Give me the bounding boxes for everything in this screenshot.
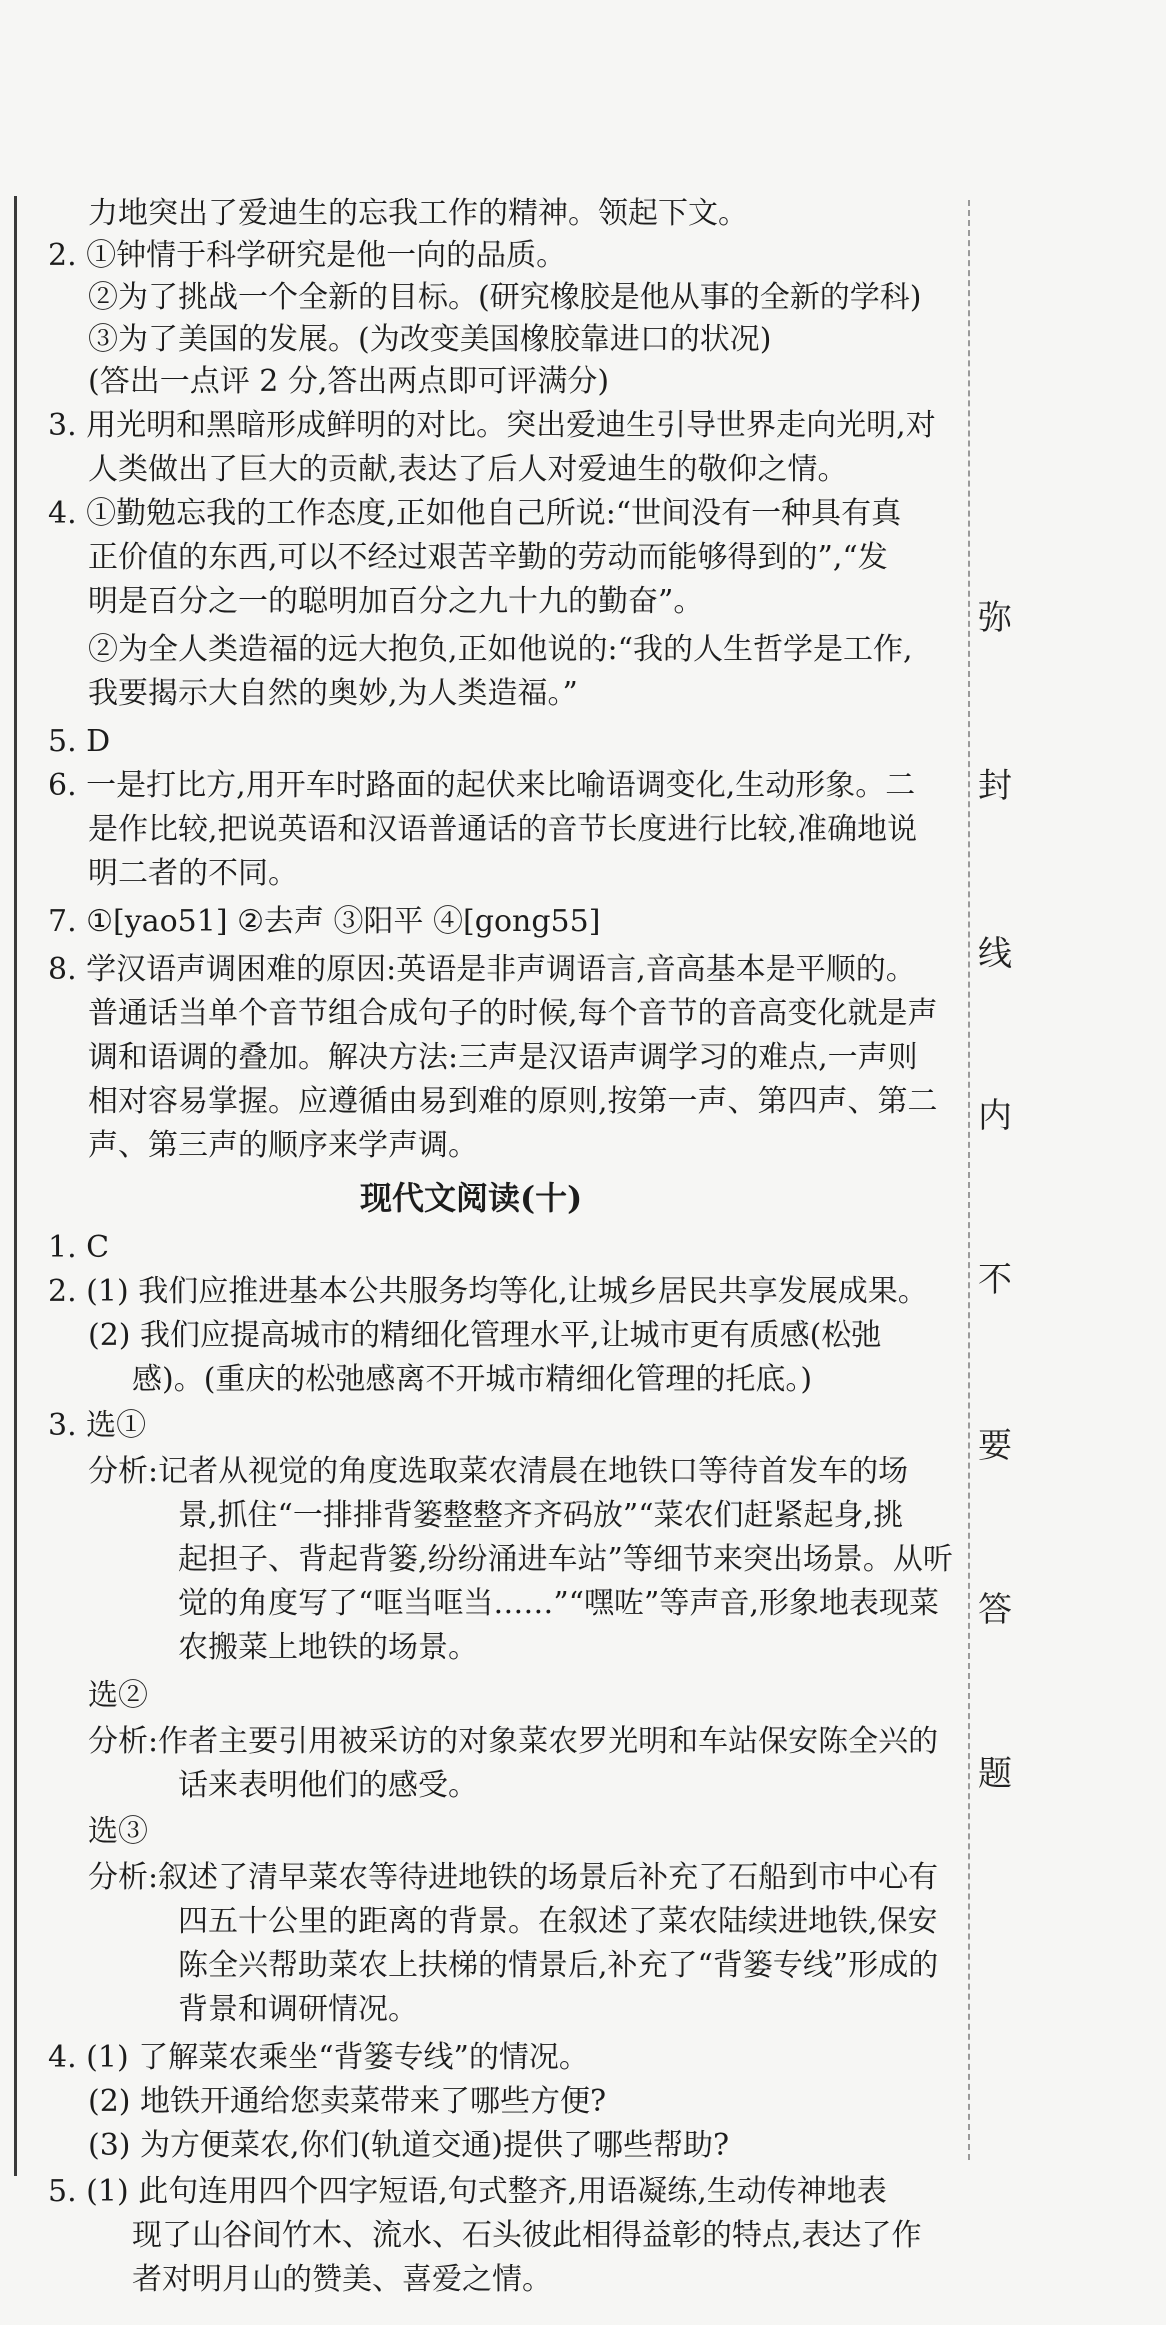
text-line: 觉的角度写了“哐当哐当……”“嘿咗”等声音,形象地表现菜 xyxy=(178,1586,939,1621)
text-line: 力地突出了爱迪生的忘我工作的精神。领起下文。 xyxy=(88,196,748,231)
text-line: 普通话当单个音节组合成句子的时候,每个音节的音高变化就是声 xyxy=(88,996,938,1031)
text-line: 7. ①[yao51] ②去声 ③阳平 ④[gong55] xyxy=(48,904,601,939)
text-line: 1. C xyxy=(48,1230,110,1265)
text-line: 5. D xyxy=(48,724,111,759)
text-line: 四五十公里的距离的背景。在叙述了菜农陆续进地铁,保安 xyxy=(178,1904,938,1939)
seal-label-char: 封 xyxy=(978,766,1012,806)
text-line: (答出一点评 2 分,答出两点即可评满分) xyxy=(88,364,610,399)
text-line: 选② xyxy=(88,1678,148,1713)
text-line: 明二者的不同。 xyxy=(88,856,298,891)
text-line: 者对明月山的赞美、喜爱之情。 xyxy=(132,2262,552,2297)
text-line: ②为全人类造福的远大抱负,正如他说的:“我的人生哲学是工作, xyxy=(88,632,913,667)
text-line: 4. ①勤勉忘我的工作态度,正如他自己所说:“世间没有一种具有真 xyxy=(48,496,902,531)
text-line: 分析:作者主要引用被采访的对象菜农罗光明和车站保安陈全兴的 xyxy=(88,1724,939,1759)
seal-label-char: 要 xyxy=(978,1426,1012,1466)
text-line: 现了山谷间竹木、流水、石头彼此相得益彰的特点,表达了作 xyxy=(132,2218,922,2253)
text-line: 6. 一是打比方,用开车时路面的起伏来比喻语调变化,生动形象。二 xyxy=(48,768,916,803)
text-line: 调和语调的叠加。解决方法:三声是汉语声调学习的难点,一声则 xyxy=(88,1040,918,1075)
text-line: 2. (1) 我们应推进基本公共服务均等化,让城乡居民共享发展成果。 xyxy=(48,1274,928,1309)
text-line: 8. 学汉语声调困难的原因:英语是非声调语言,音高基本是平顺的。 xyxy=(48,952,916,987)
text-line: 陈全兴帮助菜农上扶梯的情景后,补充了“背篓专线”形成的 xyxy=(178,1948,939,1983)
text-line: 背景和调研情况。 xyxy=(178,1992,418,2027)
text-line: 2. ①钟情于科学研究是他一向的品质。 xyxy=(48,238,567,273)
text-line: 起担子、背起背篓,纷纷涌进车站”等细节来突出场景。从听 xyxy=(178,1542,953,1577)
text-line: 3. 用光明和黑暗形成鲜明的对比。突出爱迪生引导世界走向光明,对 xyxy=(48,408,936,443)
text-line: 分析:叙述了清早菜农等待进地铁的场景后补充了石船到市中心有 xyxy=(88,1860,939,1895)
text-line: 分析:记者从视觉的角度选取菜农清晨在地铁口等待首发车的场 xyxy=(88,1454,909,1489)
text-line: 3. 选① xyxy=(48,1408,147,1443)
section-heading: 现代文阅读(十) xyxy=(360,1179,583,1217)
seal-label-char: 弥 xyxy=(978,598,1012,638)
text-line: 4. (1) 了解菜农乘坐“背篓专线”的情况。 xyxy=(48,2040,589,2075)
seal-label-char: 内 xyxy=(978,1096,1012,1136)
text-line: (2) 我们应提高城市的精细化管理水平,让城市更有质感(松弛 xyxy=(88,1318,882,1353)
text-line: 相对容易掌握。应遵循由易到难的原则,按第一声、第四声、第二 xyxy=(88,1084,938,1119)
seal-label-char: 题 xyxy=(978,1754,1012,1794)
seal-label-char: 答 xyxy=(978,1590,1012,1630)
text-line: (3) 为方便菜农,你们(轨道交通)提供了哪些帮助? xyxy=(88,2128,730,2163)
seal-dashed-line xyxy=(968,200,970,2160)
seal-label-char: 不 xyxy=(978,1260,1012,1300)
seal-label-char: 线 xyxy=(978,934,1012,974)
text-line: 选③ xyxy=(88,1814,148,1849)
text-line: ③为了美国的发展。(为改变美国橡胶靠进口的状况) xyxy=(88,322,772,357)
text-line: 我要揭示大自然的奥妙,为人类造福。” xyxy=(88,676,578,711)
text-line: 话来表明他们的感受。 xyxy=(178,1768,478,1803)
text-line: ②为了挑战一个全新的目标。(研究橡胶是他从事的全新的学科) xyxy=(88,280,922,315)
text-line: 明是百分之一的聪明加百分之九十九的勤奋”。 xyxy=(88,584,704,619)
text-line: 是作比较,把说英语和汉语普通话的音节长度进行比较,准确地说 xyxy=(88,812,918,847)
text-line: 声、第三声的顺序来学声调。 xyxy=(88,1128,478,1163)
text-line: 景,抓住“一排排背篓整整齐齐码放”“菜农们赶紧起身,挑 xyxy=(178,1498,904,1533)
text-line: 农搬菜上地铁的场景。 xyxy=(178,1630,478,1665)
text-line: 5. (1) 此句连用四个四字短语,句式整齐,用语凝练,生动传神地表 xyxy=(48,2174,887,2209)
text-line: 感)。(重庆的松弛感离不开城市精细化管理的托底。) xyxy=(132,1362,813,1397)
text-line: 人类做出了巨大的贡献,表达了后人对爱迪生的敬仰之情。 xyxy=(88,452,848,487)
left-margin-rule xyxy=(14,196,17,2176)
text-line: (2) 地铁开通给您卖菜带来了哪些方便? xyxy=(88,2084,607,2119)
text-line: 正价值的东西,可以不经过艰苦辛勤的劳动而能够得到的”,“发 xyxy=(88,540,888,575)
